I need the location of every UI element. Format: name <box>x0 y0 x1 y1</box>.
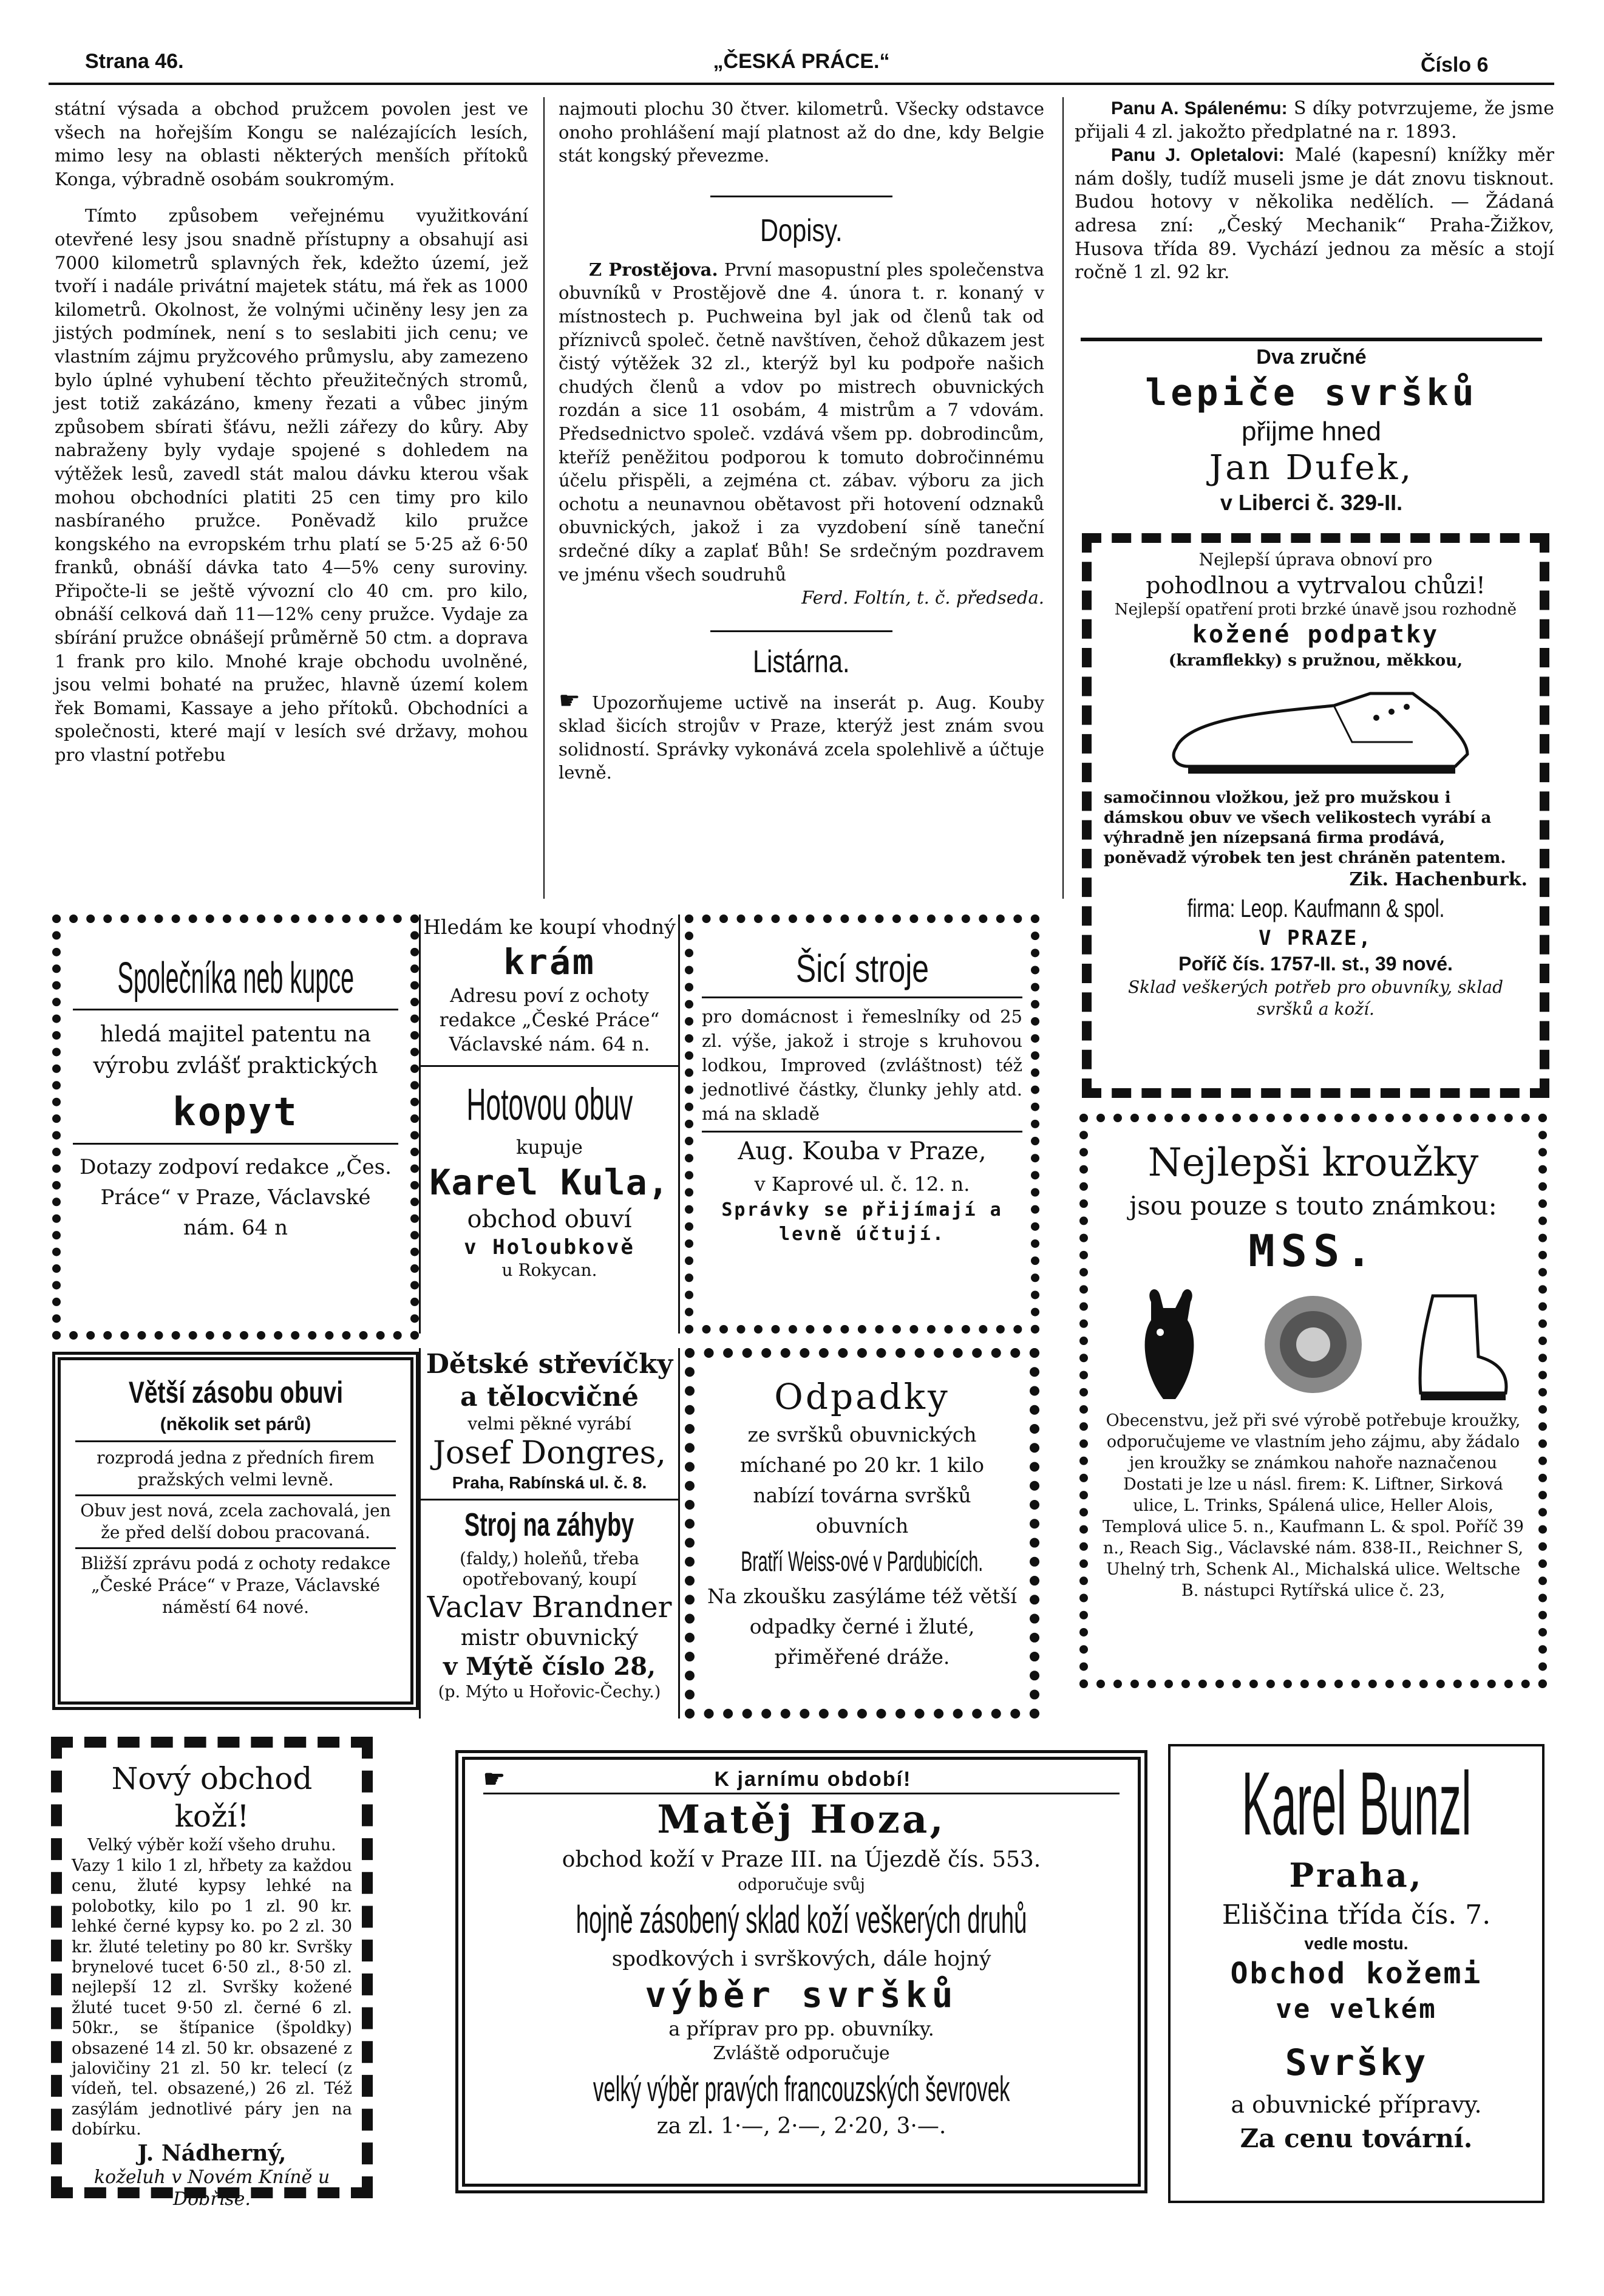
ad-line: spodkových i svrškových, dále hojný <box>611 1947 991 1971</box>
ad-headline: výběr svršků <box>645 1974 958 2015</box>
note-text: Malé (kapesní) knížky měr nám došly, tudíž museli jsme je dát znovu tisknout. Budou hotovy v několika nedělích. — Žádaná adresa zní: „Český Mechanik“ Praha-Žižkov, Husova třída 89. Vychází jednou za měsíc a stojí ročně 1 zl. 92 kr. <box>1075 145 1555 284</box>
ad-line: Zvláště odporučuje <box>713 2043 890 2064</box>
ad-headline: Hotovou obuv <box>466 1079 633 1129</box>
ad-kram-and-kula <box>419 915 680 1334</box>
ad-line: obchod obuví <box>467 1205 632 1233</box>
ad-matej-hoza <box>455 1750 1147 2193</box>
section-title-listarna: Listárna. <box>753 644 850 680</box>
letter-lead: Z Prostějova. <box>589 259 718 280</box>
listarna-note: ☛ Upozorňujeme uctivě na inserát p. Aug. Kouby sklad šicích strojův v Praze, kterýž jest znám svou solidností. Správky vykonává zcela spolehlivě a účtuje levně. <box>559 686 1044 783</box>
ad-headline: Matěj Hoza, <box>657 1797 946 1842</box>
ad-line: ve velkém <box>1276 1994 1437 2025</box>
ad-name: Jan Dufek, <box>1209 448 1414 488</box>
ad-line: u Rokycan. <box>501 1260 597 1280</box>
paragraph: státní výsada a obchod pružcem povolen jest ve všech na hořejším Kongu se nalézajících lesích, mimo lesy na oblasti některých menších přítoků Konga, výbradně osobám soukromým. <box>55 98 528 189</box>
letter-signature: Ferd. Foltín, t. č. předseda. <box>801 587 1044 608</box>
ad-line: Nejlepší úprava obnoví pro <box>1198 550 1433 570</box>
ad-line: přijme hned <box>1242 417 1381 446</box>
ad-text: Obecenstvu, jež při své výrobě potřebuje kroužky, odporučujeme ve vlastním jeho zájmu, aby žádalo jen kroužky se známkou nahoře naznačenou Dostati je lze u násl. firem: K. Liftner, Sirková ulice, L. Trinks, Spálená ulice, Heller Alois, Templová ulice 5. n., Kaufmann L. & spol. Poříč 39 n., Reach Sig., Václavské nám. 838-II., Reichner S, Uhelný trh, Schenk Al., Michalská ulice. Weltsche B. nástupci Rytířská ulice č. 23, <box>1103 1411 1524 1600</box>
ad-vetsi-zasoba <box>52 1352 419 1710</box>
ad-line: pohodlnou a vytrvalou chůzi! <box>1146 572 1486 599</box>
divider <box>1081 338 1542 341</box>
ad-line: ☛ K jarnímu období! <box>483 1766 1120 1794</box>
ad-headline: krám <box>503 941 596 983</box>
ad-headline: Karel Bunzl <box>1241 1754 1472 1854</box>
ad-dongres-brandner <box>419 1348 680 1719</box>
ad-line: vedle mostu. <box>1304 1934 1409 1953</box>
ad-headline: Větší zásobu obuvi <box>128 1375 343 1409</box>
ad-headline: Nový obchod koží! <box>111 1761 313 1834</box>
ad-line: (kramflekky) s pružnou, měkkou, <box>1168 652 1463 670</box>
ad-address: koželuh v Novém Kníně u Dobříše. <box>93 2166 330 2210</box>
ad-address: Eliščina třída čís. 7. <box>1222 1899 1491 1930</box>
shoe-illustration-icon <box>1152 675 1480 785</box>
ad-line: kupuje <box>516 1136 583 1159</box>
ad-odpadky <box>685 1348 1039 1719</box>
section-title-dopisy: Dopisy. <box>760 213 843 248</box>
paragraph: najmouti plochu 30 čtver. kilometrů. Všecky odstavce onoho prohlášení mají platnost až do dne, kdy Belgie stát kongský převezme. <box>559 98 1044 166</box>
issue-number: Číslo 6 <box>1421 53 1489 77</box>
ad-headline: lepiče svršků <box>1145 372 1478 414</box>
ad-line: Bližší zprávu podá z ochoty redakce „České Práce“ v Praze, Václavské náměstí 64 nové. <box>75 1547 396 1618</box>
letter-prostejov <box>559 258 1044 586</box>
header-rule <box>49 83 1554 85</box>
ad-line: v Kaprové ul. č. 12. n. <box>754 1173 970 1196</box>
ad-lepice-svrsku <box>1081 344 1542 538</box>
trademark-row <box>1100 1284 1526 1405</box>
editor-notes <box>1075 97 1554 285</box>
ad-line: samočinnou vložkou, jež pro mužskou i dámskou obuv ve všech velikostech vyrábí a výhradně jen nízepsaná firma prodává, poněvadž výrobek ten jest chráněn patentem. <box>1104 789 1506 867</box>
pointing-hand-icon: ☛ <box>559 686 580 715</box>
ad-line: Obuv jest nová, zcela zachovalá, jen že před delší dobou pracovaná. <box>75 1494 396 1544</box>
ad-line: velmi pěkné vyrábí <box>467 1414 631 1434</box>
ad-nadherny <box>51 1737 373 2210</box>
divider <box>421 1065 678 1067</box>
ad-line: odporučuje svůj <box>738 1876 865 1894</box>
ad-line: Adresu poví z ochoty redakce „České Práce“ Václavské nám. 64 n. <box>439 985 660 1055</box>
article-column-1 <box>55 97 528 767</box>
ad-line: rozprodá jedna z předních firem pražských velmi levně. <box>97 1448 375 1490</box>
ad-address: v Liberci č. 329-II. <box>1220 490 1403 515</box>
ad-line: za zl. 1·—, 2·—, 2·20, 3·—. <box>656 2114 946 2139</box>
ad-line: Praha, <box>1289 1856 1424 1895</box>
ad-price-list: Vazy 1 kilo 1 zl, hřbety za každou cenu, žluté kypsy lehké na polobotky, kilo po 1 zl. 90 kr. lehké černé kypsy ko. po 2 zl. 30 kr. žluté teletiny po 80 kr. Svršky brynelové tucet 6·50 zl., 8·50 zl. nejlepší 12 zl. Svršky kožené žluté tucet 9·50 zl. černé 6 zl. 50kr., se štípanice (špoldky) obsazené 14 zl. 50 kr. obsazené z jalovičiny 21 zl. 50 kr. telecí (z vídeň, tel. obsazené,) 26 zl. Též zasýlám jednotlivé páry jen na dobírku. <box>72 1856 352 2139</box>
ad-name: Bratří Weiss-ové v Pardubicích. <box>741 1545 984 1577</box>
chamois-head-icon <box>1115 1284 1224 1405</box>
ad-name: Karel Kula, <box>429 1162 670 1203</box>
boot-icon <box>1402 1284 1512 1405</box>
ad-headline: hojně zásobený sklad koží veškerých druhů <box>576 1898 1027 1941</box>
ad-line: Obchod kožemi <box>1230 1957 1483 1991</box>
ad-line: (faldy,) holeňů, třeba opotřebovaný, koupí <box>460 1548 639 1589</box>
ad-line: ze svršků obuvnických míchané po 20 kr. 1 kilo nabízí továrna svršků obuvních <box>739 1423 985 1538</box>
ad-headline: Společníka neb kupce <box>73 947 398 1010</box>
ad-line: mistr obuvnický <box>460 1626 639 1650</box>
ad-line: Zik. Hachenburk. <box>1349 869 1528 890</box>
ad-line: Dva zručné <box>1256 346 1367 369</box>
ad-line: obchod koží v Praze III. na Újezdě čís. 553. <box>562 1847 1041 1872</box>
ad-line: Hledám ke koupí vhodný <box>423 915 676 939</box>
article-column-2 <box>559 97 1044 785</box>
divider <box>710 630 892 632</box>
ad-headline: velký výběr pravých francouzských ševrovek <box>593 2069 1010 2109</box>
ad-line: Sklad veškerých potřeb pro obuvníky, sklad svršků a koží. <box>1127 977 1503 1019</box>
ad-line: Správky se přijímají a levně účtují. <box>721 1199 1003 1245</box>
ad-address: Poříč čís. 1757-II. st., 39 nové. <box>1178 953 1453 975</box>
note-recipient: Panu A. Spálenému: <box>1111 98 1288 118</box>
ad-headline: Šicí stroje <box>702 941 1022 998</box>
ad-sici-stroje <box>685 915 1039 1334</box>
ad-headline: Stroj na záhyby <box>464 1507 634 1543</box>
ad-line: Nejlepší opatření proti brzké únavě jsou rozhodně <box>1114 601 1517 619</box>
note-text: S díky potvrzujeme, že jsme přijali 4 zl. jakožto předplatné na r. 1893. <box>1075 98 1554 143</box>
ad-headline: Svršky <box>1285 2042 1428 2084</box>
ad-address: v Mýtě číslo 28, <box>443 1652 656 1681</box>
ad-line: a příprav pro pp. obuvníky. <box>668 2017 934 2040</box>
ad-line: v Holoubkově <box>464 1235 635 1259</box>
ad-line: Na zkoušku zasýláme též větší odpadky černé i žluté, přiměřené dráže. <box>707 1584 1017 1669</box>
ad-line: a obuvnické přípravy. <box>1231 2091 1482 2118</box>
ad-mss-krouzky <box>1079 1114 1547 1688</box>
page-number: Strana 46. <box>85 50 184 73</box>
ad-line: pro domácnost i řemeslníky od 25 zl. výše, jakož i stroje s kruhovou lodkou, Improved (zvláštnost) též jednotlivé částky, člunky jehly atd. má na skladě <box>702 1006 1022 1124</box>
paragraph: Tímto způsobem veřejnému využitkování otevřené lesy jsou snadně přístupny a obsahují asi 7000 kilometrů splavných řek, kdežto území, jež tvoří i nadále privátní majetek státu, má řek as 1000 kilometrů. Okolnost, že volnými učiněny lesy jen za jistých podmínek, není s to seslabiti jich cenu; ve vlastním zájmu pryžcového průmyslu, aby zamezeno bylo úplné vyhubení těchto přeužitečných stromů, jest totiž zakázáno, kmeny řezati a vůbec jiným způsobem sbírati šťávu, nežli zářezy do kůry. Aby nabraženy byly vydaje spojené s dohledem na výtěžek lesů, zavedl stát malou dávku kterou však mohou obchodníci platiti 25 cen timy pro kilo nasbíraného pružce. Poněvadž kilo pružce kongského na evropském trhu platí se 5·25 až 6·50 franků, obnáší dávka tato 4—5% ceny suroviny. Připočte-li se ještě vývozní clo 40 cm. pro kilo, obnáší celková daň 11—12% ceny pružce. Vydaje za sbírání pružce obnášejí průměrně 50 ctm. a doprava 1 frank pro kilo. Mnohé kraje obchodu uvolněné, jsou velmi bohaté na pružec, hlavně území kolem řek Bomami, Kassaye a jeho přítoků. Obchodníci a společnosti, které mají v lesích své državy, mohou pro vlastní potřebu <box>55 205 528 766</box>
ad-firm: firma: Leop. Kaufmann & spol. <box>1187 894 1444 922</box>
ad-name: J. Nádherný, <box>137 2140 287 2166</box>
divider <box>710 196 892 197</box>
ad-line: hledá majitel patentu na výrobu zvlášť praktických <box>93 1022 378 1078</box>
wreath-emblem-icon <box>1252 1284 1374 1405</box>
ad-address: Praha, Rabínská ul. č. 8. <box>421 1472 678 1501</box>
pointing-hand-icon: ☛ <box>483 1766 506 1793</box>
ad-kaufmann-podpatky <box>1082 533 1549 1098</box>
ad-brand: MSS. <box>1248 1225 1378 1276</box>
ad-line: Za cenu tovární. <box>1240 2124 1473 2153</box>
column-divider <box>1062 97 1064 899</box>
ad-headline: kopyt <box>73 1082 398 1145</box>
letter-text: První masopustní ples společenstva obuvníků v Prostějově dne 4. února t. r. konaný v místnostech p. Puchweina byl jak od členů tak od příznivců společ. četně navštíven, čehož důkazem jest čistý výtěžek 32 zl., kterýž byl ku podpoře našich chudých členů a vdov po mistrech obuvnických rozdán a sice 11 osobám, 4 mistrům a 7 vdovám. Předsednictvo společ. vzdává všem pp. dobrodincům, kteříž peněžitou podporou k tomuto dobročinnému účelu přispěli, a zejména ct. zábav. výboru za jich ochotu a neunavnou obětavost při hotovení odznaků obuvnických, jakož i za vyzdobení síně taneční srdečné díky a zaplať Bůh! Se srdečným pozdravem ve jménu všech soudruhů <box>559 259 1044 585</box>
ad-line: (několik set párů) <box>75 1412 396 1442</box>
ad-headline: kožené podpatky <box>1192 621 1439 649</box>
ad-line: V PRAZE, <box>1259 926 1373 950</box>
ad-spolecnik <box>52 915 419 1340</box>
ad-line: jsou pouze s touto známkou: <box>1129 1191 1497 1221</box>
ad-karel-bunzl <box>1168 1744 1545 2203</box>
masthead-title: „ČESKÁ PRÁCE.“ <box>713 50 890 73</box>
note-recipient: Panu J. Opletalovi: <box>1111 145 1285 166</box>
ad-line: Velký výběr koží všeho druhu. <box>87 1836 336 1855</box>
ad-name: Aug. Kouba v Praze, <box>702 1131 1022 1170</box>
ad-line: (p. Mýto u Hořovic-Čechy.) <box>438 1683 661 1702</box>
ad-name: Josef Dongres, <box>432 1435 666 1471</box>
ad-line: Dotazy zodpoví redakce „Čes. Práce“ v Praze, Václavské nám. 64 n <box>80 1155 392 1240</box>
ad-name: Vaclav Brandner <box>427 1590 672 1624</box>
ad-headline: Nejlepši kroužky <box>1147 1140 1479 1185</box>
column-divider <box>543 97 545 899</box>
ad-headline: Dětské střevíčky a tělocvičné <box>426 1349 673 1412</box>
ad-headline: Odpadky <box>774 1376 950 1417</box>
